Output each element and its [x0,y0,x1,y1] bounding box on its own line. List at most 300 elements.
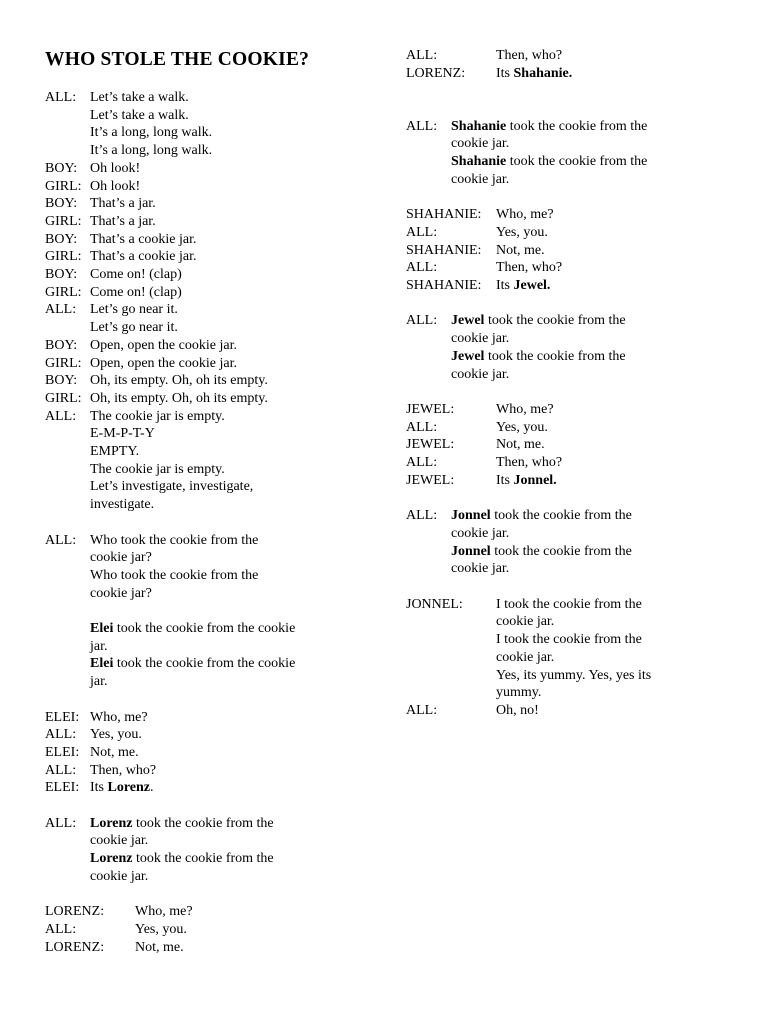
speaker-label [45,425,90,443]
script-line [406,277,696,295]
line-text [90,355,330,373]
script-line [45,248,330,266]
speaker-label [406,153,451,171]
speaker-label: ALL: [406,702,438,718]
speaker-label: GIRL: [45,355,82,371]
text-fragment: Oh, no! [496,702,539,718]
speaker-label [45,673,90,691]
script-line [406,171,696,189]
speaker-label [406,525,451,543]
script-line [406,206,696,224]
text-fragment: investigate. [90,497,155,513]
script-line [45,284,330,302]
text-fragment: Its [496,472,514,488]
line-text [90,779,330,797]
speaker-label: ALL: [406,224,438,240]
speaker-label: LORENZ: [45,939,105,955]
script-line [45,390,330,408]
line-text [90,567,330,585]
text-fragment: Yes, you. [496,224,548,240]
text-fragment: Oh look! [90,178,141,194]
script-line [45,231,330,249]
line-text [135,939,330,957]
line-text [90,709,330,727]
character-name: Jewel [451,313,485,329]
speaker-label: BOY: [45,267,78,283]
line-text [90,850,330,868]
line-text [496,436,696,454]
line-text [496,472,696,490]
text-fragment: took the cookie from the [506,154,648,170]
speaker-label: ALL: [406,313,438,329]
text-fragment: Not, me. [90,744,139,760]
text-fragment: It’s a long, long walk. [90,125,213,141]
speaker-label [406,613,496,631]
text-fragment: EMPTY. [90,444,140,460]
speaker-label: ALL: [45,90,77,105]
script-line [45,567,330,585]
line-text [90,585,330,603]
line-text [496,631,696,649]
text-fragment: cookie jar. [451,136,510,152]
text-fragment: Who, me? [496,207,554,223]
character-name: Elei [90,656,114,672]
character-name: Shahanie [451,118,507,134]
text-fragment: cookie jar. [451,366,510,382]
script-line [45,178,330,196]
script-line [406,366,696,384]
line-text [90,425,330,443]
line-text [496,401,696,419]
speaker-label: ALL: [45,762,77,778]
line-text [451,330,696,348]
text-fragment: Its [496,278,514,294]
script-line [45,301,330,319]
script-line [406,436,696,454]
speaker-label: JEWEL: [406,401,455,417]
text-fragment: Open, open the cookie jar. [90,355,237,371]
text-fragment: Oh, its empty. Oh, oh its empty. [90,390,268,406]
character-name: Shahanie. [513,65,573,81]
script-line [45,532,330,550]
speaker-label: ALL: [406,260,438,276]
line-text [451,118,696,136]
speaker-label: GIRL: [45,249,82,265]
speaker-label: ALL: [406,419,438,435]
line-text [496,613,696,631]
line-text [496,684,696,702]
speaker-label [406,330,451,348]
script-line [406,684,696,702]
script-line [45,903,330,921]
speaker-label: SHAHANIE: [406,278,482,294]
speaker-label: ALL: [45,727,77,743]
line-text [90,532,330,550]
script-column-left [45,89,330,956]
speaker-label [45,124,90,142]
line-text [90,337,330,355]
script-line [45,673,330,691]
line-text [90,231,330,249]
script-line [45,726,330,744]
character-name: Jonnel [451,543,491,559]
line-text [90,496,330,514]
script-line [45,195,330,213]
speaker-label [45,142,90,160]
script-line [406,401,696,419]
speaker-label [45,107,90,125]
text-fragment: The cookie jar is empty. [90,408,225,424]
script-line [45,160,330,178]
script-line [406,47,696,65]
script-line [45,779,330,797]
line-text [90,726,330,744]
line-text [90,815,330,833]
line-text [451,153,696,171]
text-fragment: took the cookie from the [132,851,274,867]
text-fragment: Who took the cookie from the [90,532,259,548]
text-fragment: cookie jar. [451,561,510,577]
line-text [451,348,696,366]
line-text [496,649,696,667]
text-fragment: took the cookie from the [484,348,626,364]
script-line [45,142,330,160]
line-text [90,390,330,408]
speaker-label: LORENZ: [45,904,105,920]
text-fragment: Then, who? [90,762,157,778]
line-text [90,142,330,160]
text-fragment: cookie jar. [496,614,555,630]
line-text [90,248,330,266]
character-name: Jewel. [513,278,551,294]
character-name: Lorenz [90,851,133,867]
script-line [45,709,330,727]
text-fragment: Who, me? [135,904,193,920]
script-line [45,620,330,638]
script-line [45,425,330,443]
text-fragment: cookie jar. [451,171,510,187]
script-line [45,549,330,567]
text-fragment: Yes, you. [90,727,142,743]
text-fragment: That’s a cookie jar. [90,249,197,265]
script-line [406,507,696,525]
line-text [496,667,696,685]
stanza-gap [45,602,330,620]
script-line [45,124,330,142]
character-name: Lorenz [107,780,151,796]
line-text [90,549,330,567]
speaker-label [45,832,90,850]
line-text [90,461,330,479]
line-text [451,560,696,578]
speaker-label [45,850,90,868]
script-line [406,649,696,667]
line-text [496,47,696,65]
text-fragment: took the cookie from the [506,118,648,134]
text-fragment: Oh, its empty. Oh, oh its empty. [90,373,268,389]
script-line [406,454,696,472]
line-text [90,620,330,638]
script-line [45,762,330,780]
speaker-label [406,631,496,649]
text-fragment: Come on! (clap) [90,267,182,283]
speaker-label [45,549,90,567]
character-name: Elei [90,621,114,637]
line-text [496,259,696,277]
line-text [90,655,330,673]
script-line [45,496,330,514]
speaker-label [45,496,90,514]
script-line [45,868,330,886]
line-text [90,744,330,762]
speaker-label [45,319,90,337]
line-text [90,284,330,302]
text-fragment: Yes, its yummy. Yes, yes its [496,667,652,683]
line-text [496,224,696,242]
speaker-label: LORENZ: [406,65,466,81]
text-fragment: That’s a jar. [90,213,156,229]
speaker-label: ALL: [45,302,77,318]
speaker-label: ALL: [45,532,77,548]
speaker-label: SHAHANIE: [406,207,482,223]
speaker-label: JEWEL: [406,472,455,488]
text-fragment: Who, me? [90,709,148,725]
script-line [406,330,696,348]
line-text [90,443,330,461]
speaker-label: ALL: [45,815,77,831]
stanza-gap [45,797,330,815]
stanza-gap [406,100,696,118]
script-line [45,921,330,939]
script-line [45,337,330,355]
speaker-label: GIRL: [45,284,82,300]
text-fragment: cookie jar. [90,833,149,849]
line-text [90,160,330,178]
text-fragment: yummy. [496,685,542,701]
line-text [496,242,696,260]
line-text [496,206,696,224]
script-line [45,939,330,957]
line-text [90,762,330,780]
text-fragment: Let’s go near it. [90,302,178,318]
script-column-right [406,47,696,720]
speaker-label: GIRL: [45,213,82,229]
speaker-label [45,868,90,886]
text-fragment: Let’s take a walk. [90,90,189,105]
text-fragment: That’s a cookie jar. [90,231,197,247]
speaker-label: GIRL: [45,390,82,406]
script-line [45,408,330,426]
text-fragment: E-M-P-T-Y [90,426,155,442]
speaker-label [406,649,496,667]
script-line [406,224,696,242]
speaker-label: BOY: [45,160,78,176]
speaker-label [406,684,496,702]
script-line [406,631,696,649]
speaker-label [406,348,451,366]
script-line [45,443,330,461]
line-text [90,89,330,107]
stanza-gap [406,82,696,100]
text-fragment: jar. [90,638,108,654]
script-line [45,461,330,479]
script-line [45,355,330,373]
script-line [45,638,330,656]
text-fragment: Not, me. [496,242,545,258]
text-fragment: Then, who? [496,48,563,63]
stanza-gap [45,514,330,532]
script-line [406,472,696,490]
speaker-label [45,567,90,585]
stanza-gap [406,383,696,401]
script-line [406,65,696,83]
speaker-label: BOY: [45,373,78,389]
script-line [406,259,696,277]
line-text [496,419,696,437]
text-fragment: cookie jar? [90,585,152,601]
speaker-label [406,135,451,153]
line-text [496,454,696,472]
line-text [135,903,330,921]
script-line [406,135,696,153]
line-text [90,178,330,196]
speaker-label: ELEI: [45,744,80,760]
stanza-gap [406,295,696,313]
text-fragment: Oh look! [90,160,141,176]
line-text [90,638,330,656]
speaker-label: ALL: [45,408,77,424]
text-fragment: took the cookie from the [490,543,632,559]
text-fragment: took the cookie from the [132,815,274,831]
script-line [45,319,330,337]
script-line [406,560,696,578]
script-line [406,118,696,136]
speaker-label: ALL: [406,508,438,524]
text-fragment: Who took the cookie from the [90,567,259,583]
text-fragment: Let’s take a walk. [90,107,189,123]
text-fragment: cookie jar. [451,331,510,347]
text-fragment: cookie jar. [90,868,149,884]
text-fragment: Come on! (clap) [90,284,182,300]
line-text [451,507,696,525]
character-name: Shahanie [451,154,507,170]
line-text [90,195,330,213]
text-fragment: Its [90,780,108,796]
line-text [451,366,696,384]
line-text [451,525,696,543]
speaker-label [45,585,90,603]
script-line [45,478,330,496]
text-fragment: Not, me. [135,939,184,955]
text-fragment: took the cookie from the [484,313,626,329]
line-text [496,702,696,720]
speaker-label [406,560,451,578]
script-line [45,585,330,603]
line-text [90,319,330,337]
speaker-label [406,366,451,384]
speaker-label [45,461,90,479]
line-text [90,213,330,231]
text-fragment: took the cookie from the [490,508,632,524]
script-line [406,543,696,561]
speaker-label: GIRL: [45,178,82,194]
text-fragment: I took the cookie from the [496,596,642,612]
text-fragment: took the cookie from the cookie [113,656,296,672]
line-text [90,301,330,319]
speaker-label [45,638,90,656]
speaker-label: ALL: [406,118,438,134]
text-fragment: Let’s go near it. [90,320,178,336]
script-line [406,242,696,260]
line-text [496,65,696,83]
speaker-label: JONNEL: [406,596,463,612]
stanza-gap [45,886,330,904]
line-text [90,832,330,850]
speaker-label: BOY: [45,337,78,353]
text-fragment: The cookie jar is empty. [90,461,225,477]
script-line [45,213,330,231]
speaker-label: JEWEL: [406,437,455,453]
line-text [451,543,696,561]
line-text [451,135,696,153]
text-fragment: cookie jar. [451,525,510,541]
character-name: Jewel [451,348,485,364]
character-name: Lorenz [90,815,133,831]
text-fragment: . [150,780,154,796]
script-line [406,153,696,171]
text-fragment: That’s a jar. [90,196,156,212]
script-line [45,815,330,833]
text-fragment: Not, me. [496,437,545,453]
speaker-label: ALL: [45,921,77,937]
script-line [406,613,696,631]
text-fragment: Open, open the cookie jar. [90,337,237,353]
line-text [90,673,330,691]
text-fragment: I took the cookie from the [496,632,642,648]
text-fragment: jar. [90,674,108,690]
line-text [451,171,696,189]
script-line [45,372,330,390]
line-text [451,312,696,330]
text-fragment: Its [496,65,514,81]
script-line [406,419,696,437]
script-line [406,525,696,543]
speaker-label [45,478,90,496]
script-line [45,107,330,125]
script-line [45,89,330,107]
line-text [90,266,330,284]
text-fragment: Who, me? [496,401,554,417]
text-fragment: Then, who? [496,455,563,471]
stanza-gap [45,691,330,709]
text-fragment: cookie jar. [496,649,555,665]
script-line [406,348,696,366]
text-fragment: Yes, you. [135,921,187,937]
script-line [406,667,696,685]
character-name: Jonnel. [513,472,557,488]
text-fragment: Let’s investigate, investigate, [90,479,254,495]
script-line [45,744,330,762]
text-fragment: cookie jar? [90,550,152,566]
page-title: WHO STOLE THE COOKIE? [45,49,310,70]
stanza-gap [406,490,696,508]
line-text [90,107,330,125]
line-text [90,372,330,390]
line-text [496,277,696,295]
script-line [45,655,330,673]
stanza-gap [406,189,696,207]
line-text [90,124,330,142]
